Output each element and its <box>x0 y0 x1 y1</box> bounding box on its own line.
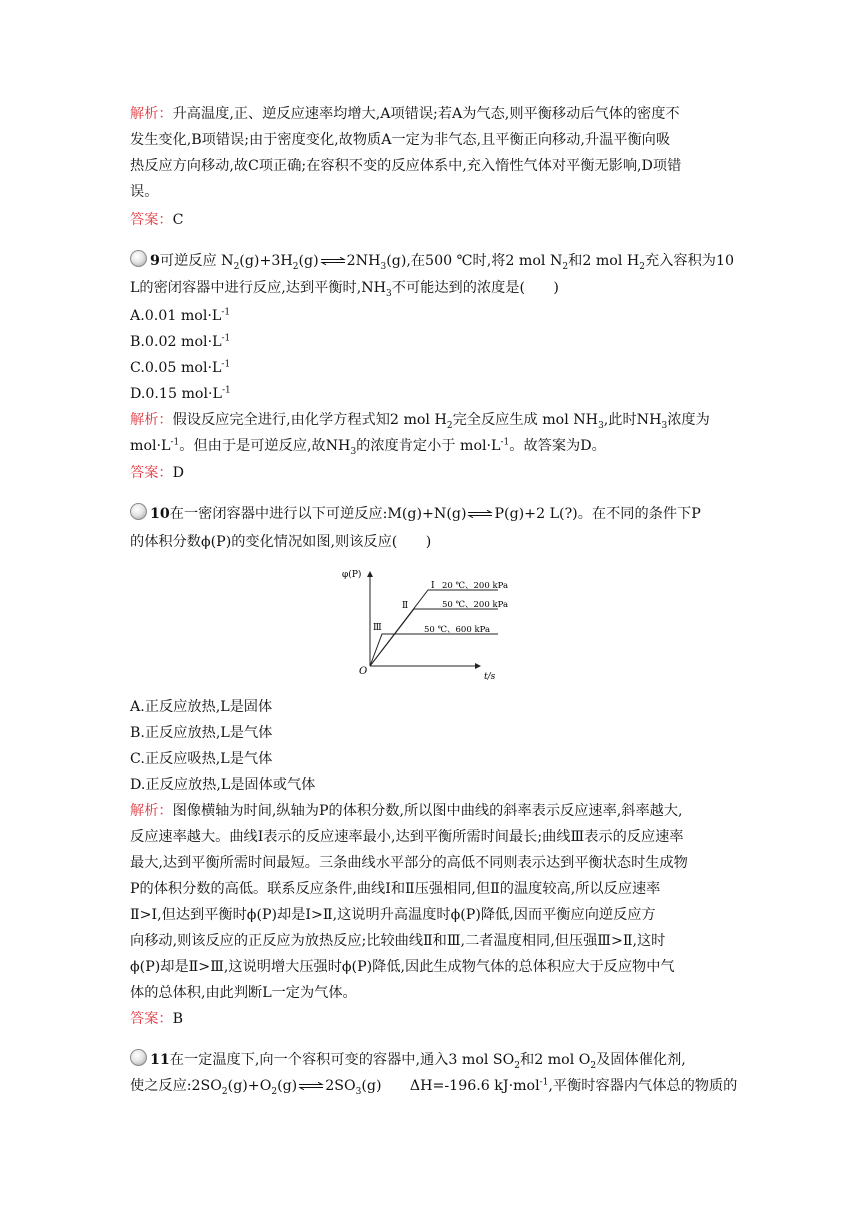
origin-label: O <box>359 666 368 677</box>
q8-analysis-line-3: 热反应方向移动,故C项正确;在容积不变的反应体系中,充入惰性气体对平衡无影响,D项错 <box>130 158 682 174</box>
question-bullet-icon <box>130 250 147 267</box>
curve-2 <box>370 609 498 666</box>
q10-analysis-line-3: 最大,达到平衡所需时间最短。三条曲线水平部分的高低不同则表示达到平衡状态时生成物 <box>130 855 688 871</box>
q9-answer: 答案：D <box>130 465 184 481</box>
question-bullet-icon <box>130 1049 147 1066</box>
y-axis-label: φ(P) <box>342 570 362 580</box>
q8-analysis-line-1: 解析：升高温度,正、逆反应速率均增大,A项错误;若A为气态,则平衡移动后气体的密度不 <box>130 106 680 122</box>
q9-option-d: D.0.15 $mol\cdot L^{-1}$ <box>130 385 231 402</box>
answer-label: 答案： <box>130 1011 173 1027</box>
q10-analysis-line-6: 向移动,则该反应的正反应为放热反应;比较曲线Ⅱ和Ⅲ,二者温度相同,但压强Ⅲ>Ⅱ,这时 <box>130 933 666 949</box>
analysis-label: 解析： <box>130 412 173 428</box>
curve-2-condition: 50 ℃、200 kPa <box>442 600 509 610</box>
q9-stem-line-1: 9可逆反应 $N_2(g)+3H_2(g)$ $2NH_3(g)$,在500 ℃时,将2 mol $N_2$和2 mol $H_2$充入容积为10 <box>130 250 734 271</box>
curve-2-roman: Ⅱ <box>402 601 409 611</box>
analysis-label: 解析： <box>130 803 173 819</box>
answer-label: 答案： <box>130 465 173 481</box>
q8-answer: 答案：C <box>130 212 184 228</box>
q11-stem-line-2: 使之反应$:2SO_2(g)+O_2(g)$ $2SO_3(g)$ ΔH=-196.6 kJ·mol$^{-1}$,平衡时容器内气体总的物质的 <box>130 1077 738 1097</box>
q9-analysis-line-2: $mol\cdot L^{-1}$。但由于是可逆反应,故$NH_3$的浓度肯定小于 $mol\cdot L^{-1}$。故答案为D。 <box>130 437 606 457</box>
q10-option-c: C.正反应吸热,L是气体 <box>130 751 273 767</box>
q10-stem-line-2: 的体积分数ϕ(P)的变化情况如图,则该反应( ) <box>130 534 432 550</box>
q11-stem-line-1: 11在一定温度下,向一个容积可变的容器中,通入3 mol $SO_2$和2 mol $O_2$及固体催化剂, <box>130 1049 686 1070</box>
question-bullet-icon <box>130 503 147 520</box>
q9-option-b: B.0.02 $mol\cdot L^{-1}$ <box>130 333 231 350</box>
reversible-arrow-icon <box>298 1082 324 1090</box>
q9-option-a: A.0.01 $mol\cdot L^{-1}$ <box>130 307 231 324</box>
curve-3-condition: 50 ℃、600 kPa <box>424 625 491 635</box>
q9-analysis-line-1: 解析：假设反应完全进行,由化学方程式知2 mol $H_2$完全反应生成 mol $NH_3$,此时$NH_3$浓度为 <box>130 412 710 431</box>
q10-option-a: A.正反应放热,L是固体 <box>130 699 273 715</box>
reversible-arrow-icon <box>320 257 346 265</box>
q10-analysis-line-4: P的体积分数的高低。联系反应条件,曲线Ⅰ和Ⅱ压强相同,但Ⅱ的温度较高,所以反应速率 <box>130 881 661 897</box>
x-axis-label: t/s <box>484 672 496 682</box>
phi-p-vs-time-figure <box>338 562 513 684</box>
q9-option-c: C.0.05 $mol\cdot L^{-1}$ <box>130 359 231 376</box>
reversible-arrow-icon <box>467 510 493 518</box>
curve-3 <box>370 634 498 666</box>
q9-stem-line-2: L的密闭容器中进行反应,达到平衡时$,NH_3$不可能达到的浓度是( ) <box>130 280 559 299</box>
curve-1-condition: 20 ℃、200 kPa <box>442 581 509 591</box>
answer-label: 答案： <box>130 212 173 228</box>
q10-stem-line-1: 10在一密闭容器中进行以下可逆反应:M(g)+N(g) P(g)+2 L(?)。在不同的条件下P <box>130 503 701 524</box>
question-number: 10 <box>150 506 170 522</box>
q10-analysis-line-5: Ⅱ>Ⅰ,但达到平衡时ϕ(P)却是Ⅰ>Ⅱ,这说明升高温度时ϕ(P)降低,因而平衡应向逆反应方 <box>130 907 656 923</box>
question-number: 9 <box>150 253 160 269</box>
q10-option-d: D.正反应放热,L是固体或气体 <box>130 777 316 793</box>
curve-3-roman: Ⅲ <box>373 623 382 633</box>
analysis-label: 解析： <box>130 106 173 122</box>
question-number: 11 <box>150 1052 170 1068</box>
q8-analysis-line-4: 误。 <box>130 184 159 200</box>
q10-analysis-line-1: 解析：图像横轴为时间,纵轴为P的体积分数,所以图中曲线的斜率表示反应速率,斜率越大, <box>130 803 683 819</box>
curve-1-roman: I <box>431 581 435 591</box>
q10-answer: 答案：B <box>130 1011 184 1027</box>
q10-analysis-line-8: 体的总体积,由此判断L一定为气体。 <box>130 985 357 1001</box>
q10-analysis-line-2: 反应速率越大。曲线Ⅰ表示的反应速率最小,达到平衡所需时间最长;曲线Ⅲ表示的反应速率 <box>130 829 684 845</box>
q8-analysis-line-2: 发生变化,B项错误;由于密度变化,故物质A一定为非气态,且平衡正向移动,升温平衡向吸 <box>130 132 671 148</box>
q10-analysis-line-7: ϕ(P)却是Ⅱ>Ⅲ,这说明增大压强时ϕ(P)降低,因此生成物气体的总体积应大于反应物中气 <box>130 959 675 975</box>
q10-option-b: B.正反应放热,L是气体 <box>130 725 273 741</box>
